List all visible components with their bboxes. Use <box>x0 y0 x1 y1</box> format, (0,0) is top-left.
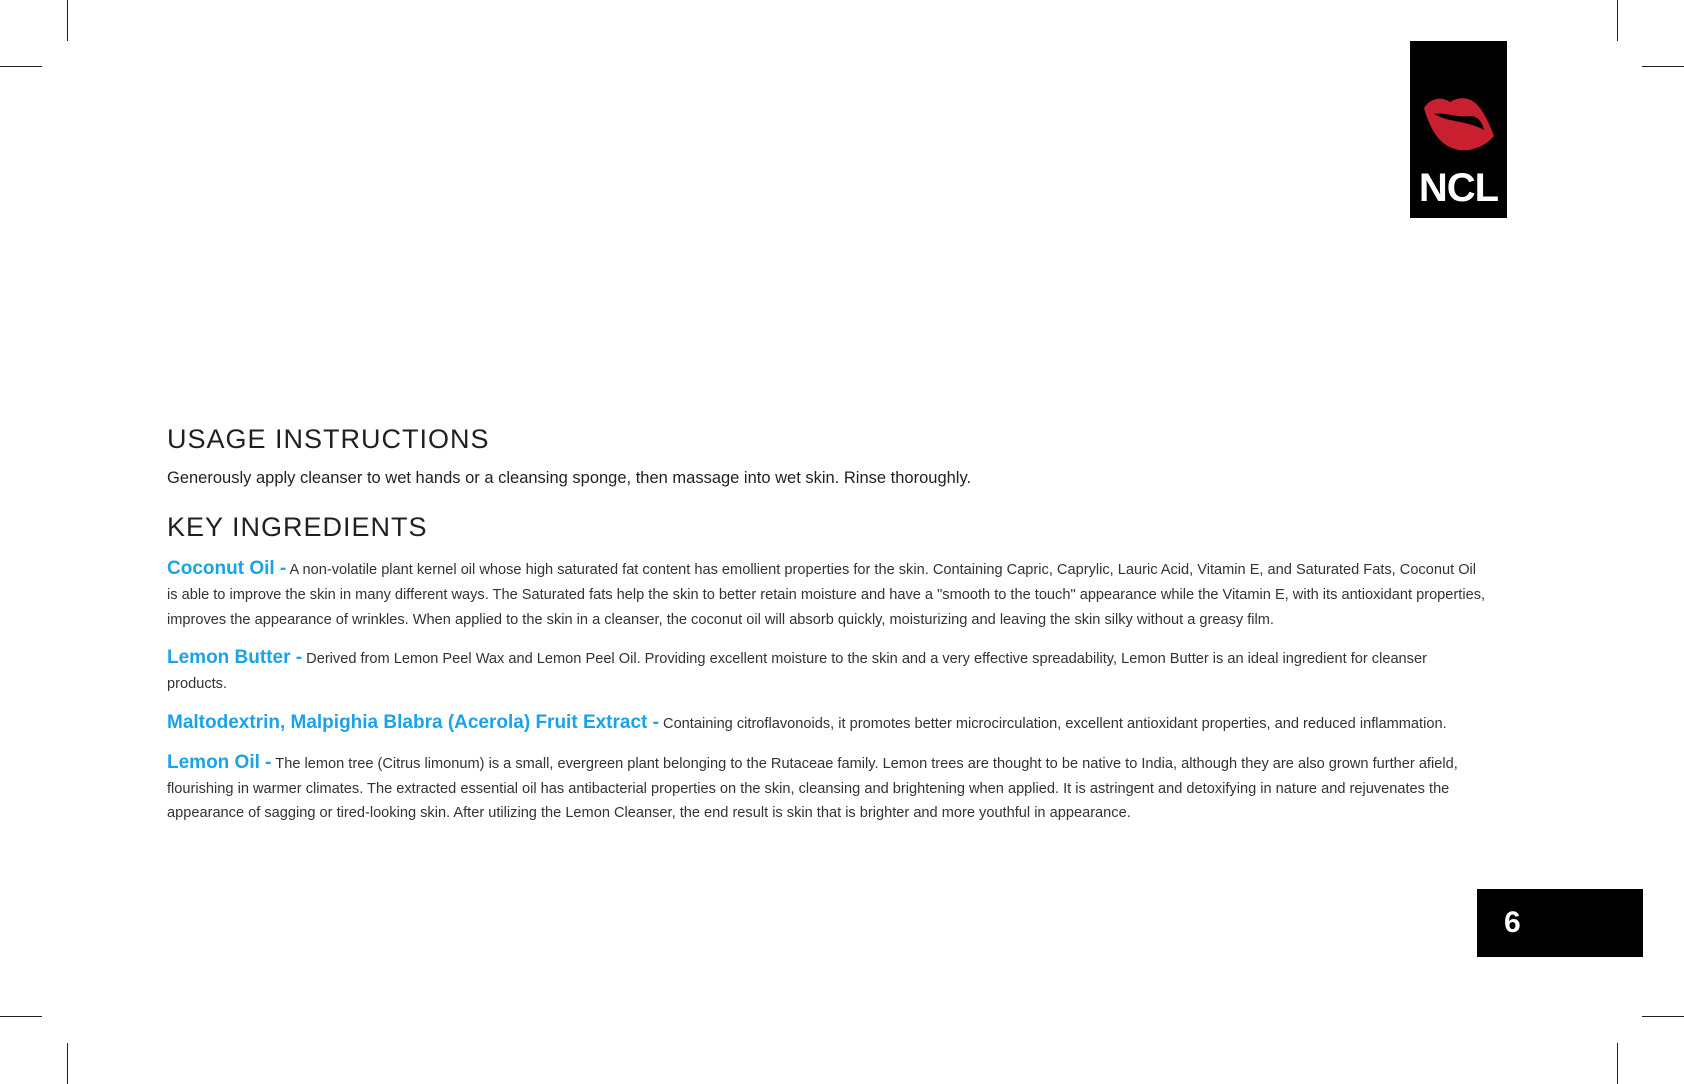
crop-mark <box>0 1016 42 1017</box>
crop-mark <box>1642 66 1684 67</box>
ingredient-item <box>167 646 1487 697</box>
crop-mark <box>67 1043 68 1084</box>
crop-mark <box>1617 0 1618 41</box>
crop-mark <box>1617 1043 1618 1084</box>
ingredient-description: Derived from Lemon Peel Wax and Lemon Peel Oil. Providing excellent moisture to the skin and a very effective spreadability, Lemon Butter is an ideal ingredient for cleanser products. <box>167 651 1427 693</box>
crop-mark <box>1642 1016 1684 1017</box>
ingredient-description: The lemon tree (Citrus limonum) is a small, evergreen plant belonging to the Rutaceae family. Lemon trees are thought to be native to India, although they are also grown further afield, flourishing in warmer climates. The extracted essential oil has antibacterial properties on the skin, cleansing and brightening when applied. It is astringent and detoxifying in nature and rejuvenates the appearance of sagging or tired-looking skin. After utilizing the Lemon Cleanser, the end result is skin that is brighter and more youthful in appearance. <box>167 755 1458 822</box>
ingredients-heading: KEY INGREDIENTS <box>167 512 428 542</box>
ingredient-item <box>167 751 1487 826</box>
usage-text: Generously apply cleanser to wet hands or a cleansing sponge, then massage into wet skin. Rinse thoroughly. <box>167 469 972 487</box>
logo-text: NCL <box>1418 166 1499 210</box>
ingredient-item <box>167 711 1487 737</box>
crop-mark <box>67 0 68 41</box>
crop-mark <box>0 66 42 67</box>
ncl-logo <box>1410 41 1507 218</box>
usage-heading: USAGE INSTRUCTIONS <box>167 424 490 454</box>
ingredient-name: Lemon Butter - <box>167 647 303 669</box>
ingredient-name: Lemon Oil - <box>167 751 272 773</box>
page-number: 6 <box>1477 889 1643 957</box>
ingredient-name: Coconut Oil - <box>167 558 287 579</box>
lips-icon <box>1420 96 1496 156</box>
ingredient-name: Maltodextrin, Malpighia Blabra (Acerola) Fruit Extract - <box>167 711 659 733</box>
content <box>167 424 1487 840</box>
ingredient-description: A non-volatile plant kernel oil whose high saturated fat content has emollient properties for the skin. Containing Capric, Caprylic, Lauric Acid, Vitamin E, and Saturated Fats, Coconut Oil is able to improve the skin in many different ways. The Saturated fats help the skin to better retain moisture and have a "smooth to the touch" appearance while the Vitamin E, with its antioxidant properties, improves the appearance of wrinkles. When applied to the skin in a cleanser, the coconut oil will absorb quickly, moisturizing and leaving the skin silky without a greasy film. <box>167 562 1486 628</box>
ingredient-description: Containing citroflavonoids, it promotes better microcirculation, excellent antioxidant properties, and reduced inflammation. <box>658 715 1447 732</box>
ingredient-item <box>167 557 1487 632</box>
